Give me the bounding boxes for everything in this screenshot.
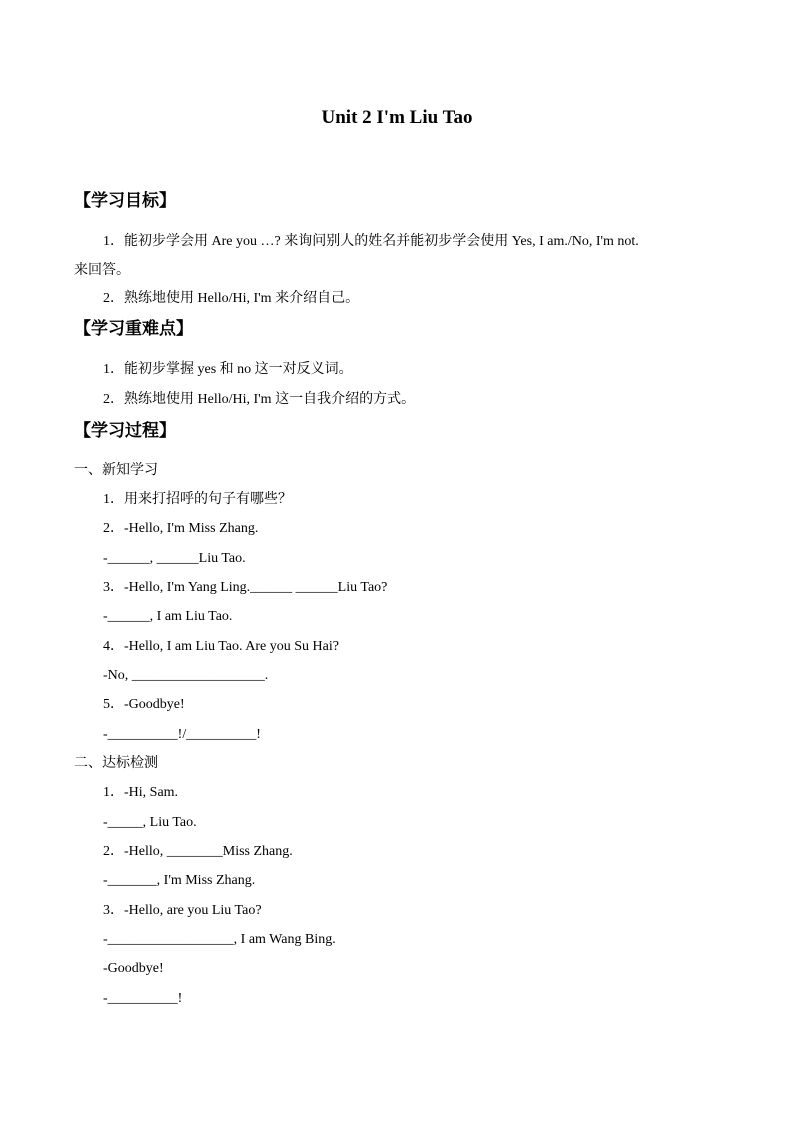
objective-item-1: 1．能初步学会用 Are you …? 来询问别人的姓名并能初步学会使用 Yes, I am./No, I'm not. <box>103 234 639 249</box>
part2-line: -__________________, I am Wang Bing. <box>103 932 336 947</box>
part2-line: -_______, I'm Miss Zhang. <box>103 873 256 888</box>
part1-line: -__________!/__________! <box>103 727 261 742</box>
part1-line: 3．-Hello, I'm Yang Ling.______ ______Liu Tao? <box>103 580 388 595</box>
key-point-item-1: 1．能初步掌握 yes 和 no 这一对反义词。 <box>103 362 353 377</box>
part2-line: 3．-Hello, are you Liu Tao? <box>103 903 262 918</box>
page-title: Unit 2 I'm Liu Tao <box>321 107 473 128</box>
objective-item-2: 2．熟练地使用 Hello/Hi, I'm 来介绍自己。 <box>103 291 360 306</box>
part1-line: 2．-Hello, I'm Miss Zhang. <box>103 521 259 536</box>
part1-line: 1．用来打招呼的句子有哪些？ <box>103 492 292 507</box>
part2-line: 2．-Hello, ________Miss Zhang. <box>103 844 293 859</box>
part2-line: -Goodbye! <box>103 961 164 976</box>
key-point-item-2: 2．熟练地使用 Hello/Hi, I'm 这一自我介绍的方式。 <box>103 392 416 407</box>
process-heading: 【学习过程】 <box>74 421 176 440</box>
part1-line: -______, ______Liu Tao. <box>103 551 246 566</box>
part1-line: -No, ___________________. <box>103 668 269 683</box>
key-points-heading: 【学习重难点】 <box>74 319 193 338</box>
part2-title: 二、达标检测 <box>74 756 158 771</box>
objectives-heading: 【学习目标】 <box>74 191 176 210</box>
part1-title: 一、新知学习 <box>74 463 158 478</box>
part1-line: 4．-Hello, I am Liu Tao. Are you Su Hai? <box>103 639 339 654</box>
part2-line: 1．-Hi, Sam. <box>103 785 179 800</box>
part2-line: -__________! <box>103 991 183 1006</box>
part1-line: -______, I am Liu Tao. <box>103 609 233 624</box>
part2-line: -_____, Liu Tao. <box>103 815 197 830</box>
part1-line: 5．-Goodbye! <box>103 697 185 712</box>
objective-item-1-continued: 来回答。 <box>74 263 130 278</box>
